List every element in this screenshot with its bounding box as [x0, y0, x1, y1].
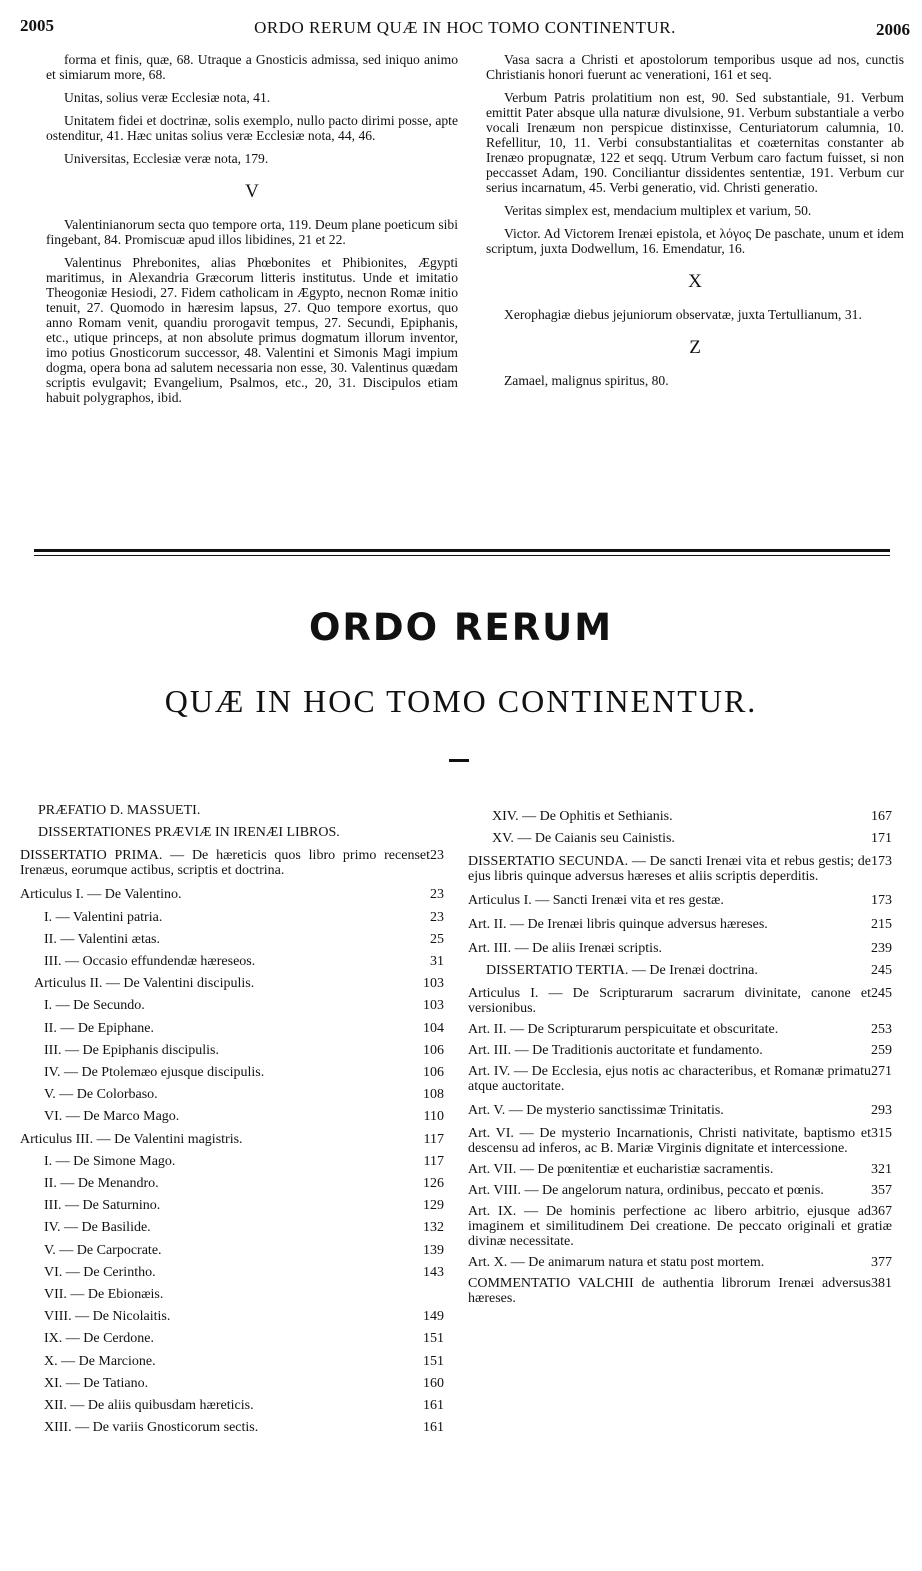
toc-entry-label: I. — Valentini patria. — [44, 909, 163, 925]
toc-entry-label: Art. III. — De Traditionis auctoritate et fundamento. — [468, 1043, 763, 1059]
toc-entry-page: 103 — [423, 976, 444, 992]
toc-entry-label: III. — Occasio effundendæ hæreseos. — [44, 954, 256, 970]
toc-entry — [468, 1043, 892, 1058]
toc-entry-page: 149 — [423, 1309, 444, 1325]
toc-entry-page: 321 — [871, 1162, 892, 1178]
toc-entry-label: XII. — De aliis quibusdam hæreticis. — [44, 1398, 254, 1414]
toc-entry-label: Art. X. — De animarum natura et statu post mortem. — [468, 1255, 765, 1271]
toc-entry-page: 239 — [871, 940, 892, 956]
toc-entry-label: DISSERTATIO PRIMA. — De hæreticis quos libro primo recenset Irenæus, eorumque actibus, scriptis et doctrina. — [20, 848, 430, 879]
double-rule-thin — [34, 555, 890, 556]
toc-entry-label: II. — De Menandro. — [44, 1176, 159, 1192]
toc-entry — [20, 1284, 444, 1306]
toc-entry-page — [404, 822, 444, 844]
toc-entry-page: 271 — [871, 1064, 892, 1080]
toc-entry-label: Art. II. — De Scripturarum perspicuitate et obscuritate. — [468, 1022, 779, 1038]
toc-entry-page: 106 — [423, 1042, 444, 1058]
toc-entry-page — [404, 1284, 444, 1306]
toc-entry-label: IV. — De Ptolemæo ejusque discipulis. — [44, 1065, 265, 1081]
toc-entry-label: Art. IV. — De Ecclesia, ejus notis ac characteribus, et Romanæ primatu atque auctoritate. — [468, 1064, 871, 1095]
toc-entry-label: IV. — De Basilide. — [44, 1220, 151, 1236]
toc-entry-label: Articulus I. — Sancti Irenæi vita et res gestæ. — [468, 893, 724, 909]
toc-entry — [468, 890, 892, 912]
toc-entry — [468, 938, 892, 960]
toc-entry-page: 117 — [423, 1153, 444, 1169]
double-rule-thick — [34, 549, 890, 552]
toc-entry-label: II. — Valentini ætas. — [44, 931, 161, 947]
toc-entry — [20, 1151, 444, 1173]
toc-entry-label: I. — De Simone Mago. — [44, 1153, 176, 1169]
toc-entry-label: II. — De Epiphane. — [44, 1020, 155, 1036]
index-letter-heading: V — [245, 181, 259, 202]
toc-entry — [20, 1129, 444, 1151]
toc-entry — [20, 929, 444, 951]
toc-entry-label: Art. VIII. — De angelorum natura, ordinibus, peccato et pœnis. — [468, 1183, 824, 1199]
toc-entry-page: 23 — [430, 887, 444, 903]
toc-entry-label: I. — De Secundo. — [44, 998, 145, 1014]
toc-entry — [468, 1022, 892, 1037]
toc-entry-label: Art. V. — De mysterio sanctissimæ Trinitatis. — [468, 1103, 724, 1119]
toc-entry-label: XV. — De Caianis seu Cainistis. — [492, 831, 675, 847]
toc-entry-page: 25 — [430, 931, 444, 947]
toc-entry-page: 126 — [423, 1176, 444, 1192]
toc-right-column — [468, 806, 892, 1312]
toc-entry-label: Articulus II. — De Valentini discipulis. — [34, 976, 255, 992]
toc-entry-page: 31 — [430, 954, 444, 970]
index-entry: Unitatem fidei et doctrinæ, solis exemplo, nullo pacto dirimi posse, apte ostenditur, 41. Hæc unitas solius veræ Ecclesiæ nota, 44, 46. — [46, 113, 458, 143]
toc-entry — [20, 1062, 444, 1084]
index-entry: Xerophagiæ diebus jejuniorum observatæ, juxta Tertullianum, 31. — [504, 307, 862, 322]
index-letter-heading: X — [688, 271, 702, 292]
toc-entry-label: DISSERTATIO TERTIA. — De Irenæi doctrina. — [486, 962, 758, 978]
toc-entry-page: 23 — [430, 909, 444, 925]
toc-entry — [468, 854, 892, 884]
toc-entry-label: XIII. — De variis Gnosticorum sectis. — [44, 1420, 259, 1436]
toc-entry-label: III. — De Epiphanis discipulis. — [44, 1042, 219, 1058]
toc-entry-page: 377 — [871, 1255, 892, 1271]
toc-entry — [468, 806, 892, 828]
toc-entry-page: 173 — [871, 854, 892, 870]
toc-entry-label: XI. — De Tatiano. — [44, 1375, 149, 1391]
toc-entry-page: 108 — [423, 1087, 444, 1103]
toc-entry-page: 167 — [871, 809, 892, 824]
toc-entry-page: 173 — [871, 893, 892, 909]
toc-entry — [20, 1018, 444, 1040]
main-title: ORDO RERUM — [308, 606, 614, 649]
toc-entry — [20, 1328, 444, 1350]
toc-entry — [20, 1306, 444, 1328]
toc-entry — [468, 960, 892, 982]
toc-entry-page: 103 — [423, 998, 444, 1014]
toc-entry-page: 253 — [871, 1022, 892, 1038]
toc-entry — [20, 1217, 444, 1239]
toc-entry-page: 215 — [871, 916, 892, 932]
toc-entry — [468, 1064, 892, 1094]
toc-entry — [20, 995, 444, 1017]
toc-entry-label: Art. VII. — De pœnitentiæ et eucharistiæ sacramentis. — [468, 1162, 774, 1178]
toc-entry — [468, 1183, 892, 1198]
toc-entry-page: 160 — [423, 1375, 444, 1391]
toc-entry-label: Art. IX. — De hominis perfectione ac libero arbitrio, ejusque ad imaginem et similitudinem Dei creatione. De peccato originali et gratiæ divinæ necessitate. — [468, 1204, 892, 1250]
toc-entry-label: Articulus I. — De Scripturarum sacrarum divinitate, canone et versionibus. — [468, 986, 871, 1017]
toc-entry-page: 161 — [423, 1398, 444, 1414]
toc-entry-page: 381 — [871, 1276, 892, 1292]
toc-entry-label: COMMENTATIO VALCHII de authentia librorum Irenæi adversus hæreses. — [468, 1276, 871, 1307]
title-dash-ornament — [449, 759, 469, 762]
toc-entry-page: 132 — [423, 1220, 444, 1236]
toc-entry-page: 161 — [423, 1420, 444, 1436]
toc-entry-label: XIV. — De Ophitis et Sethianis. — [492, 809, 673, 824]
toc-entry — [468, 1126, 892, 1156]
index-entry: Valentinus Phrebonites, alias Phœbonites et Phibionites, Ægypti maritimus, in Alexandria Græcorum litteris institutus. Unde et imitatio Theogoniæ Hesiodi, 27. Fidem catholicam in Ægypto, necnon Romæ initio tenuit, 27. Quomodo in hæresim lapsus, 27. Quo tempore exortus, quo anno Romam venit, quandiu prorogavit tempus, 27. Secundi, Epiphanis, etc., utique princeps, at non absolute primus dogmatum illorum inventor, imo potius Gnosticorum successor, 48. Valentini et Simonis Magi impium dogma, opera bona ad salutem necessaria non esse, 30. Valentinus quædam scriptis evulgavit; Evangelium, Psalmos, etc., 20, 31. Discipulos etiam habuit polygraphos, ibid. — [46, 255, 458, 405]
toc-entry — [20, 1395, 444, 1417]
index-left-column — [46, 52, 458, 413]
toc-entry — [468, 1255, 892, 1270]
toc-entry-page: 259 — [871, 1043, 892, 1059]
toc-entry-page: 23 — [430, 848, 444, 864]
toc-entry-label: IX. — De Cerdone. — [44, 1331, 155, 1347]
toc-entry-label: DISSERTATIONES PRÆVIÆ IN IRENÆI LIBROS. — [38, 825, 340, 841]
toc-entry-label: VI. — De Cerintho. — [44, 1264, 156, 1280]
index-entry: Vasa sacra a Christi et apostolorum temporibus usque ad nos, cunctis Christianis honori fuerunt ac venerationi, 161 et seq. — [486, 52, 904, 82]
toc-entry — [468, 1204, 892, 1249]
toc-entry-page: 143 — [423, 1264, 444, 1280]
toc-entry-label: Art. II. — De Irenæi libris quinque adversus hæreses. — [468, 916, 768, 932]
main-subtitle: QUÆ IN HOC TOMO CONTINENTUR. — [164, 683, 758, 719]
toc-entry — [20, 1373, 444, 1395]
toc-entry — [20, 1351, 444, 1373]
toc-entry-page: 245 — [871, 986, 892, 1002]
toc-entry-label: X. — De Marcione. — [44, 1353, 156, 1369]
toc-entry-page: 151 — [423, 1331, 444, 1347]
toc-entry — [20, 1173, 444, 1195]
index-entry: Universitas, Ecclesiæ veræ nota, 179. — [64, 151, 269, 166]
index-right-column — [486, 52, 904, 396]
index-entry: Verbum Patris prolatitium non est, 90. Sed substantiale, 91. Verbum emittit Pater absque ulla naturæ divulsione, 91. Verbum substantiale a verbo vocali Irenæum non perspicue distinxisse, Centuriatorum calumnia, 10. Refellitur, 10, 11. Verbi consubstantialitas et coæternitas constanter ab Irenæo propugnatæ, 122 et seqq. Utrum Verbum caro factum fuisset, si non peccasset Adam, 190. Conciliantur dissidentes sententiæ, 191. Verbum cur serius incarnatum, 45. Verbi generatio, vid. Christi generatio. — [486, 90, 904, 195]
toc-entry-page: 117 — [423, 1131, 444, 1147]
toc-entry — [468, 917, 892, 932]
toc-entry — [20, 848, 444, 878]
toc-entry — [468, 1162, 892, 1177]
toc-entry — [20, 822, 444, 844]
toc-entry-page: 357 — [871, 1183, 892, 1199]
toc-entry-page — [404, 800, 444, 822]
toc-entry-label: III. — De Saturnino. — [44, 1198, 161, 1214]
index-letter-heading: Z — [689, 337, 701, 358]
index-entry: Victor. Ad Victorem Irenæi epistola, et λόγος De paschate, unum et idem scriptum, juxta Dodwellum, 16. Emendatur, 16. — [486, 226, 904, 256]
toc-entry — [20, 1240, 444, 1262]
toc-entry — [468, 986, 892, 1016]
toc-entry-label: Articulus III. — De Valentini magistris. — [20, 1131, 243, 1147]
toc-entry — [20, 973, 444, 995]
toc-entry-label: Articulus I. — De Valentino. — [20, 887, 182, 903]
toc-entry-page: 245 — [871, 962, 892, 978]
toc-entry-label: VI. — De Marco Mago. — [44, 1109, 180, 1125]
right-page-number: 2006 — [876, 20, 910, 39]
toc-entry — [20, 1262, 444, 1284]
toc-entry — [20, 800, 444, 822]
toc-entry-label: V. — De Colorbaso. — [44, 1087, 158, 1103]
toc-entry-label: VII. — De Ebionæis. — [44, 1287, 164, 1303]
index-entry: Zamael, malignus spiritus, 80. — [504, 373, 669, 388]
toc-entry — [20, 1106, 444, 1128]
toc-entry — [20, 1195, 444, 1217]
toc-entry — [20, 1040, 444, 1062]
index-entry: Valentinianorum secta quo tempore orta, 119. Deum plane poeticum sibi fingebant, 84. Promiscuæ apud illos libidines, 21 et 22. — [46, 217, 458, 247]
toc-entry-page: 106 — [423, 1065, 444, 1081]
running-title: ORDO RERUM QUÆ IN HOC TOMO CONTINENTUR. — [254, 18, 676, 37]
toc-entry-page: 171 — [871, 831, 892, 847]
index-entry: Unitas, solius veræ Ecclesiæ nota, 41. — [64, 90, 271, 105]
toc-entry-label: Art. VI. — De mysterio Incarnationis, Christi nativitate, baptismo et descensu ad inferos, ac B. Mariæ Virginis dignitate et intercessione. — [468, 1126, 871, 1157]
toc-entry-page: 139 — [423, 1242, 444, 1258]
toc-entry-page: 129 — [423, 1198, 444, 1214]
toc-entry-label: VIII. — De Nicolaitis. — [44, 1309, 171, 1325]
left-page-number: 2005 — [20, 16, 54, 35]
toc-entry-page: 151 — [423, 1353, 444, 1369]
toc-entry-page: 293 — [871, 1103, 892, 1119]
toc-entry — [20, 1084, 444, 1106]
toc-entry-page: 110 — [423, 1109, 444, 1125]
toc-entry — [468, 1276, 892, 1306]
toc-entry — [20, 1417, 444, 1439]
toc-entry-page: 104 — [423, 1020, 444, 1036]
toc-entry — [20, 951, 444, 973]
toc-entry-label: V. — De Carpocrate. — [44, 1242, 162, 1258]
index-entry: forma et finis, quæ, 68. Utraque a Gnosticis admissa, sed iniquo animo et simiarum more, 68. — [46, 52, 458, 82]
toc-entry — [20, 884, 444, 906]
toc-entry-page: 367 — [871, 1204, 892, 1220]
index-entry: Veritas simplex est, mendacium multiplex et varium, 50. — [504, 203, 812, 218]
toc-entry — [20, 907, 444, 929]
toc-entry-label: Art. III. — De aliis Irenæi scriptis. — [468, 940, 663, 956]
toc-entry — [468, 1100, 892, 1122]
toc-entry — [468, 828, 892, 850]
running-head — [20, 16, 910, 40]
toc-entry-page: 315 — [871, 1126, 892, 1142]
toc-entry-label: PRÆFATIO D. MASSUETI. — [38, 803, 201, 818]
toc-left-column — [20, 800, 444, 1439]
toc-entry-label: DISSERTATIO SECUNDA. — De sancti Irenæi vita et rebus gestis; de ejus libris quinque adversus hæreses et aliis scriptis deperditis. — [468, 854, 871, 885]
